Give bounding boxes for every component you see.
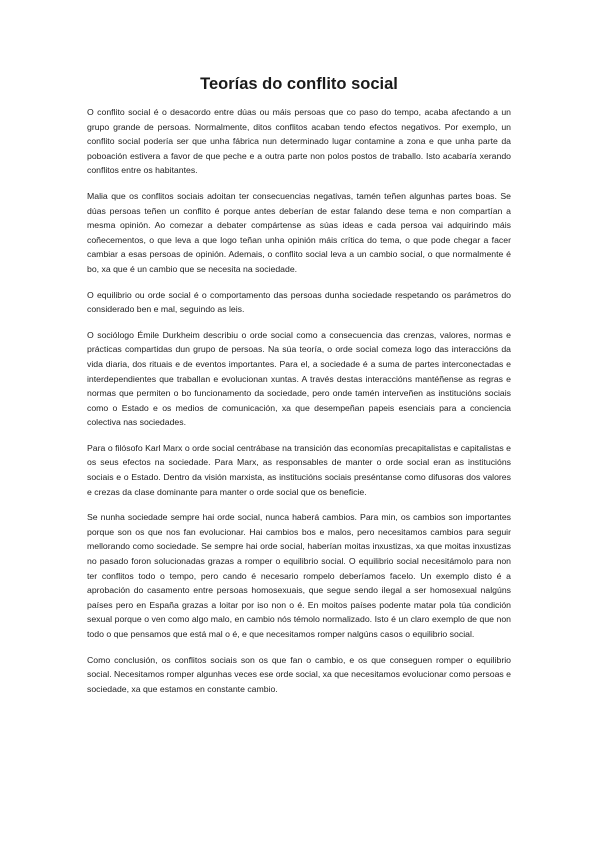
paragraph-durkheim: O sociólogo Émile Durkheim describiu o orde social como a consecuencia das crenzas, valores, normas e prácticas compartidas dun grupo de persoas. Na súa teoría, o orde social comeza logo das interaccións da vida diaria, dos rituais e de eventos importantes. Para el, a sociedade é a suma de partes interconectadas e interdependientes que traballan e evolucionan xuntas. A través destas interaccións mantéñense as regras e normas que permiten o bo funcionamento da sociedade, pero onde tamén interveñen as institucións sociais como o Estado e os medios de comunicación, xa que desempeñan papeis esenciais para a conciencia colectiva nas sociedades. <box>87 329 511 428</box>
paragraph-marx: Para o filósofo Karl Marx o orde social centrábase na transición das economías precapitalistas e capitalistas e os seus efectos na sociedade. Para Marx, as responsables de manter o orde social eran as institucións sociais e o Estado. Dentro da visión marxista, as institucións sociais preséntanse como difusoras dos valores e crezas da clase dominante para manter o orde social que os beneficie. <box>87 442 511 497</box>
paragraph-personal-opinion: Se nunha sociedade sempre hai orde social, nunca haberá cambios. Para min, os cambios son importantes porque son os que nos fan evolucionar. Hai cambios bos e malos, pero necesitamos cambios para seguir mellorando como sociedade. Se sempre hai orde social, haberían moitas inxustizas, xa que moitas inxustizas no pasado foron solucionadas grazas a romper o equilibrio social. O equilibrio social necesitámolo para non ter conflitos todo o tempo, pero cando é necesario rompelo deberíamos facelo. Un exemplo disto é a aprobación do casamento entre persoas homosexuais, que segue sendo ilegal a ser homosexual nalgúns países pero en España grazas a loitar por iso non o é. En moitos países podente matar pola túa condición sexual porque o ven como algo malo, en cambio nós témolo normalizado. Isto é un claro exemplo de que non todo o que pensamos que está mal o é, e que necesitamos romper nalgúns casos o equilibrio social. <box>87 512 511 639</box>
paragraph-intro-conflict: O conflito social é o desacordo entre dúas ou máis persoas que co paso do tempo, acaba afectando a un grupo grande de persoas. Normalmente, ditos conflitos acaban tendo efectos negativos. Por exemplo, un conflito social podería ser que unha fábrica nun determinado lugar contamine a zona e que unha parte da poboación estivera a favor de que peche e a outra parte non polos postos de traballo. Isto acabaría xerando conflitos entre os habitantes. <box>87 107 511 176</box>
paragraph-conclusion: Como conclusión, os conflitos sociais son os que fan o cambio, e os que conseguen romper o equilibrio social. Necesitamos romper algunhas veces ese orde social, xa que necesitamos evolucionar como persoas e sociedade, xa que estamos en constante cambio. <box>87 654 511 694</box>
paragraph-social-order-definition: O equilibrio ou orde social é o comportamento das persoas dunha sociedade respetando os parámetros do considerado ben e mal, seguindo as leis. <box>87 289 511 315</box>
document-title: Teorías do conflito social <box>200 75 398 93</box>
paragraph-positive-aspects: Malia que os conflitos sociais adoitan ter consecuencias negativas, tamén teñen algunhas partes boas. Se dúas persoas teñen un conflito é porque antes deberían de estar falando dese tema e non compartían a mesma opinión. Ao comezar a debater compártense as súas ideas e cada persoa vai adquirindo máis coñecementos, o que leva a que logo teñan unha opinión máis crítica do tema, o que pode chegar a facer cambiar a esas persoas de opinión. Ademais, o conflito social leva a un cambio social, o que normalmente é bo, xa que é un cambio que se necesita na sociedade. <box>87 190 511 274</box>
